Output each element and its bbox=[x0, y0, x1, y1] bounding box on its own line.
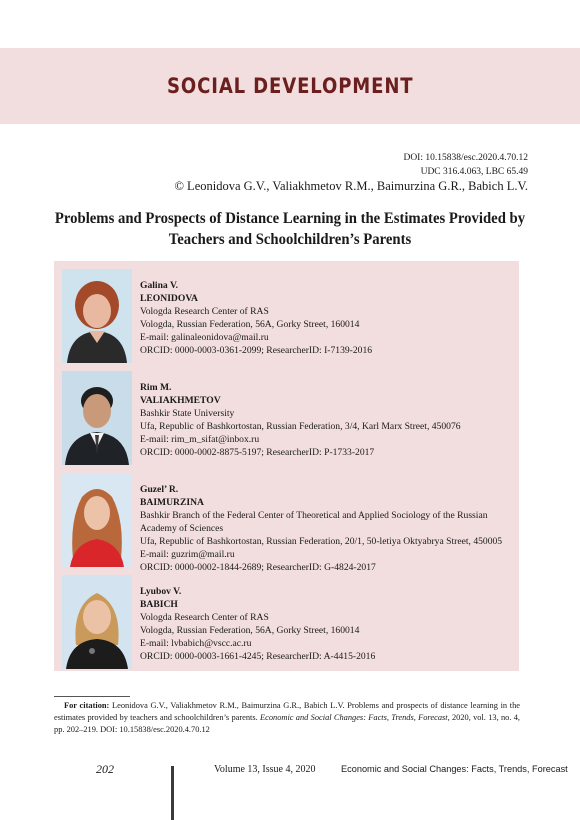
authors-panel bbox=[54, 261, 519, 671]
footnote-divider bbox=[54, 696, 130, 697]
citation-journal: Economic and Social Changes: Facts, Trends, Forecast bbox=[260, 713, 448, 722]
author-photo bbox=[62, 575, 132, 669]
author-last-name: BAIMURZINA bbox=[140, 497, 204, 508]
author-email[interactable]: E-mail: guzrim@mail.ru bbox=[140, 549, 235, 560]
author-address: Vologda, Russian Federation, 56A, Gorky Street, 160014 bbox=[140, 625, 360, 636]
section-title: SOCIAL DEVELOPMENT bbox=[166, 74, 414, 98]
author-ids: ORCID: 0000-0002-1844-2689; ResearcherID: G-4824-2017 bbox=[140, 562, 376, 573]
author-last-name: BABICH bbox=[140, 599, 178, 610]
footer-volume: Volume 13, Issue 4, 2020 bbox=[214, 764, 316, 775]
footer-journal: Economic and Social Changes: Facts, Trends, Forecast bbox=[341, 764, 568, 774]
author-photo bbox=[62, 371, 132, 465]
copyright-authors: © Leonidova G.V., Valiakhmetov R.M., Baimurzina G.R., Babich L.V. bbox=[174, 179, 528, 193]
author-email[interactable]: E-mail: galinaleonidova@mail.ru bbox=[140, 332, 269, 343]
citation-tail: , 2020, vol. 13, no. 4, pp. 202–219. DOI: 10.15838/esc.2020.4.70.12 bbox=[54, 713, 520, 734]
author-address: Ufa, Republic of Bashkortostan, Russian Federation, 3/4, Karl Marx Street, 450076 bbox=[140, 421, 461, 432]
author-email[interactable]: E-mail: rim_m_sifat@inbox.ru bbox=[140, 434, 260, 445]
author-last-name: LEONIDOVA bbox=[140, 293, 198, 304]
author-affiliation: Vologda Research Center of RAS bbox=[140, 306, 269, 317]
author-last-name: VALIAKHMETOV bbox=[140, 395, 221, 406]
citation-text: Leonidova G.V., Valiakhmetov R.M., Baimurzina G.R., Babich L.V. Problems and prospects of distance learning in the estimates provided by teachers and schoolchildren’s parents. bbox=[54, 701, 521, 722]
author-affiliation: Bashkir State University bbox=[140, 408, 235, 419]
author-ids: ORCID: 0000-0003-1661-4245; ResearcherID: A-4415-2016 bbox=[140, 651, 376, 662]
author-email[interactable]: E-mail: lvbabich@vscc.ac.ru bbox=[140, 638, 252, 649]
section-banner bbox=[0, 48, 580, 124]
author-address: Vologda, Russian Federation, 56A, Gorky Street, 160014 bbox=[140, 319, 360, 330]
doi-line[interactable]: DOI: 10.15838/esc.2020.4.70.12 bbox=[403, 153, 528, 163]
author-affiliation: Bashkir Branch of the Federal Center of Theoretical and Applied Sociology of the Russian Academy of Sciences bbox=[140, 510, 488, 534]
article-title: Problems and Prospects of Distance Learning in the Estimates Provided by Teachers and Schoolchildren’s Parents bbox=[54, 210, 526, 248]
author-first-name: Guzel’ R. bbox=[140, 484, 179, 495]
author-ids: ORCID: 0000-0002-8875-5197; ResearcherID: P-1733-2017 bbox=[140, 447, 375, 458]
author-photo bbox=[62, 269, 132, 363]
author-address: Ufa, Republic of Bashkortostan, Russian Federation, 20/1, 50-letiya Oktyabrya Street, 450005 bbox=[140, 536, 503, 547]
author-ids: ORCID: 0000-0003-0361-2099; ResearcherID: I-7139-2016 bbox=[140, 345, 373, 356]
author-affiliation: Vologda Research Center of RAS bbox=[140, 612, 269, 623]
author-first-name: Galina V. bbox=[140, 280, 179, 291]
author-first-name: Rim M. bbox=[140, 382, 172, 393]
citation-lead: For citation: bbox=[64, 701, 110, 710]
footer-divider-bar bbox=[171, 766, 174, 820]
article-identifiers bbox=[403, 151, 528, 179]
author-first-name: Lyubov V. bbox=[140, 586, 182, 597]
page-number: 202 bbox=[96, 762, 114, 776]
author-photo bbox=[62, 473, 132, 567]
citation-note bbox=[54, 700, 520, 736]
udc-line: UDC 316.4.063, LBC 65.49 bbox=[420, 167, 528, 177]
